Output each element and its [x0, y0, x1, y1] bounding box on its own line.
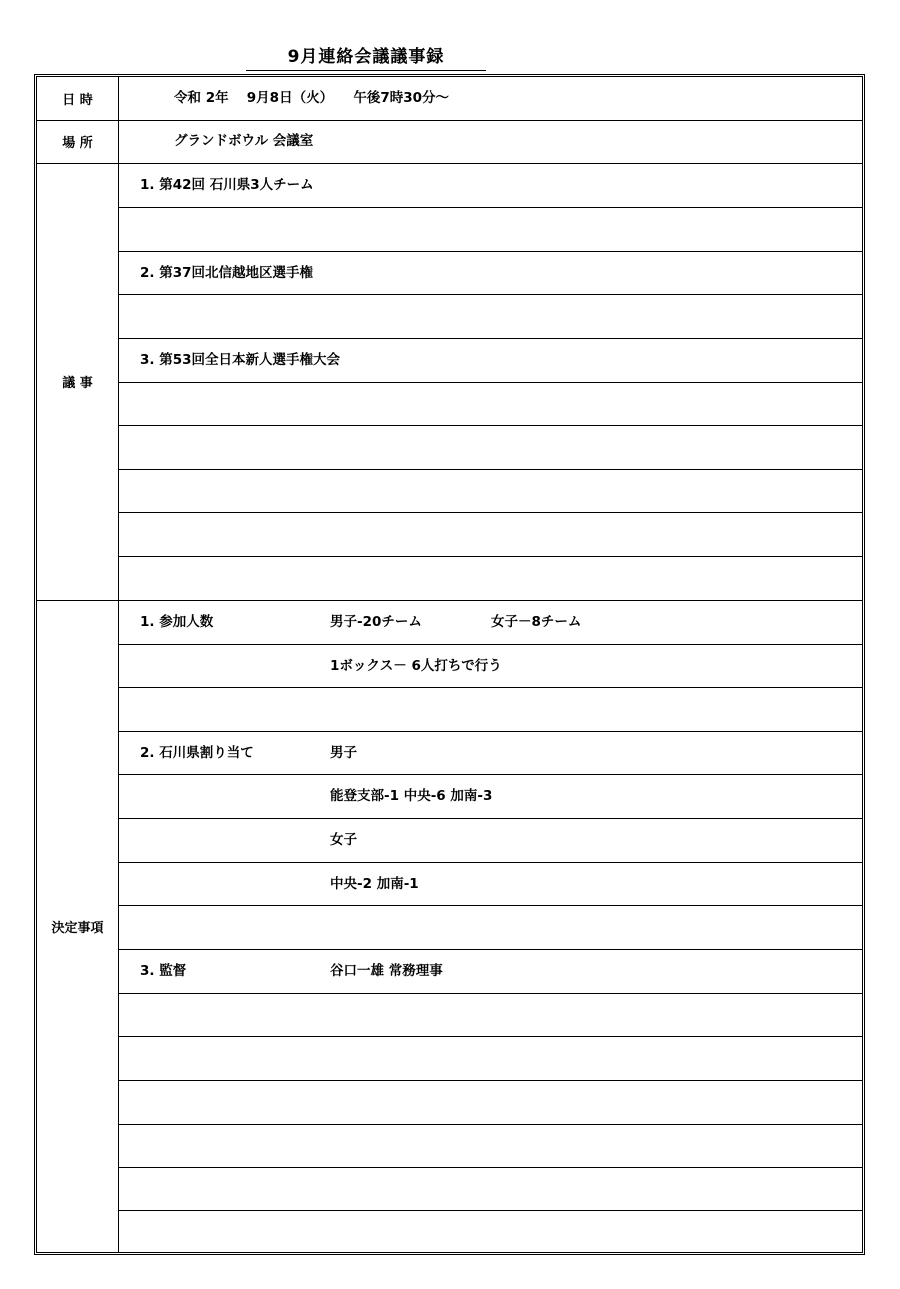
place-value: グランドボウル 会議室 — [174, 133, 314, 149]
row-divider — [118, 469, 862, 470]
row-divider — [118, 1124, 862, 1125]
row-divider — [118, 512, 862, 513]
label-column-divider — [118, 77, 119, 1252]
row-divider — [118, 1036, 862, 1037]
decisions-label: 決定事項 — [51, 921, 104, 936]
decision-item-label: 1. 参加人数 — [140, 614, 214, 630]
row-divider — [118, 1080, 862, 1081]
decision-item-label: 3. 監督 — [140, 963, 187, 979]
agenda-label: 議 事 — [62, 376, 93, 391]
row-divider — [118, 818, 862, 819]
decision-director: 谷口一雄 常務理事 — [330, 963, 443, 979]
agenda-item: 2. 第37回北信越地区選手権 — [140, 265, 314, 281]
decision-women-allocation: 中央-2 加南-1 — [330, 876, 419, 892]
row-divider — [118, 556, 862, 557]
decision-women-header: 女子 — [330, 832, 357, 848]
row-divider — [118, 382, 862, 383]
decision-women-count: 女子－8チーム — [491, 614, 582, 630]
row-divider — [118, 425, 862, 426]
row-divider — [118, 949, 862, 950]
agenda-item: 1. 第42回 石川県3人チーム — [140, 177, 314, 193]
decision-men-allocation: 能登支部-1 中央-6 加南-3 — [330, 788, 493, 804]
datetime-label: 日 時 — [62, 93, 93, 108]
title-underline — [246, 70, 486, 71]
row-divider — [118, 207, 862, 208]
agenda-item: 3. 第53回全日本新人選手権大会 — [140, 352, 341, 368]
row-divider — [37, 120, 862, 121]
row-divider — [118, 993, 862, 994]
decision-format: 1ボックス－ 6人打ちで行う — [330, 658, 502, 674]
decision-item-label: 2. 石川県割り当て — [140, 745, 254, 761]
row-divider — [118, 905, 862, 906]
decision-men-count: 男子-20チーム — [330, 614, 422, 630]
row-divider — [118, 1210, 862, 1211]
place-label: 場 所 — [62, 136, 93, 151]
decision-men-header: 男子 — [330, 745, 357, 761]
row-divider — [118, 1167, 862, 1168]
minutes-table — [34, 74, 865, 1255]
datetime-value: 令和 2年 9月8日（火） 午後7時30分～ — [174, 90, 450, 106]
row-divider — [118, 862, 862, 863]
document-title: 9月連絡会議議事録 — [287, 47, 445, 67]
